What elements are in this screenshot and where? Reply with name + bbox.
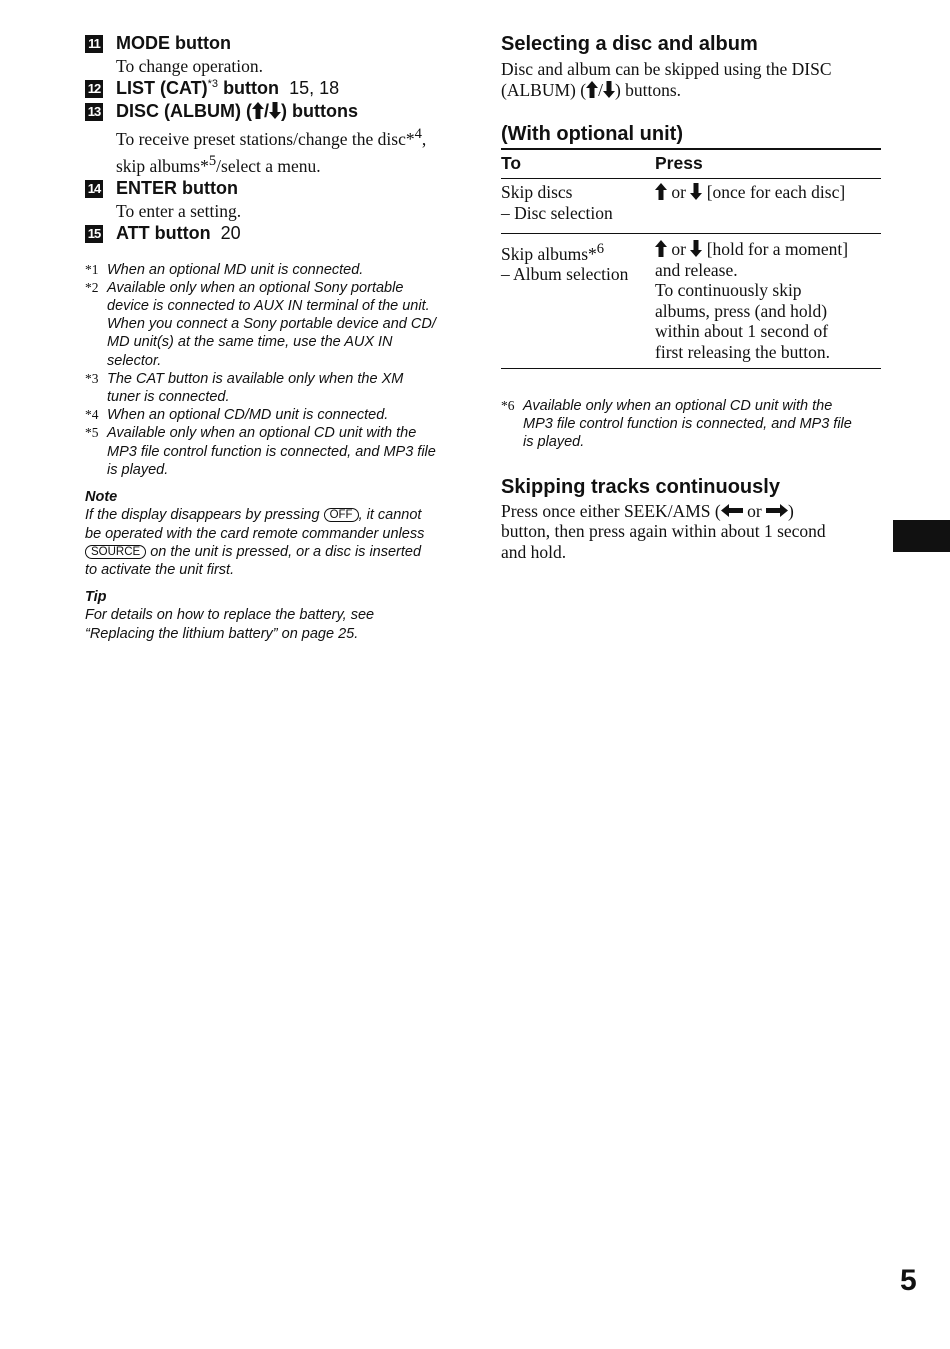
left-column xyxy=(85,32,470,643)
cell-line: – Album selection xyxy=(501,264,629,285)
body-line: button, then press again within about 1 second xyxy=(501,521,826,542)
note-text: to activate the unit first. xyxy=(85,561,235,578)
footnotes xyxy=(85,261,470,479)
section-heading-skip-tracks: Skipping tracks continuously xyxy=(501,475,780,498)
right-column xyxy=(501,32,881,562)
optional-unit-heading: (With optional unit) xyxy=(501,123,683,145)
item-title: MODE button xyxy=(116,33,231,53)
page-reference: 15, 18 xyxy=(289,78,340,98)
note-text: on the unit is pressed, or a disc is inserted xyxy=(146,543,422,560)
body-text: / xyxy=(598,79,603,100)
footnote-ref: 6 xyxy=(596,241,605,257)
item-enter-button xyxy=(85,177,470,200)
column-header-press: Press xyxy=(655,149,881,179)
desc-text: skip albums* xyxy=(116,155,209,176)
footnote-line: is played. xyxy=(523,434,585,451)
cell-text: Skip albums* xyxy=(501,243,597,264)
cell-line: – Disc selection xyxy=(501,202,613,223)
right-arrow-icon xyxy=(766,504,788,517)
title-separator: / xyxy=(263,101,269,121)
item-title: ATT button xyxy=(116,222,211,243)
body-line: and hold. xyxy=(501,541,567,562)
cell-text: or xyxy=(667,239,691,259)
note-body xyxy=(85,506,470,579)
up-arrow-icon xyxy=(586,81,598,98)
down-arrow-icon xyxy=(690,183,702,200)
footnote-6 xyxy=(501,397,881,452)
footnote-ref: 5 xyxy=(208,152,217,169)
footnote-line: Available only when an optional Sony portable xyxy=(107,279,404,296)
note-title: Note xyxy=(85,489,118,506)
page-number: 5 xyxy=(900,1264,917,1297)
tip-body xyxy=(85,606,470,642)
note-text: , it cannot xyxy=(358,507,422,524)
footnote-line: Available only when an optional CD unit with the xyxy=(523,398,833,414)
down-arrow-icon xyxy=(690,240,702,257)
down-arrow-icon xyxy=(603,81,615,98)
tip-line: For details on how to replace the battery, see xyxy=(85,607,375,624)
cell-line: first releasing the button. xyxy=(655,341,830,362)
item-description: To enter a setting. xyxy=(116,200,242,221)
item-number-badge: 12 xyxy=(85,80,103,98)
note-text: If the display disappears by pressing xyxy=(85,507,324,524)
body-text: or xyxy=(742,500,767,521)
footnote-4 xyxy=(85,406,470,424)
table-cell-press xyxy=(655,179,881,234)
item-number-badge: 14 xyxy=(85,180,103,198)
footnote-mark: *1 xyxy=(85,261,99,277)
cell-text: or xyxy=(667,182,691,202)
item-title-suffix: button xyxy=(218,78,280,98)
footnote-line: Available only when an optional CD unit with the xyxy=(107,425,417,442)
footnote-mark: *5 xyxy=(85,425,99,441)
footnote-line: is played. xyxy=(107,461,169,478)
footnote-line: MP3 file control function is connected, and MP3 file xyxy=(107,443,436,460)
item-description xyxy=(85,123,470,177)
tip-title: Tip xyxy=(85,589,107,606)
tip-line: “Replacing the lithium battery” on page 25. xyxy=(85,625,359,642)
note-block xyxy=(85,488,470,579)
item-number-badge: 11 xyxy=(85,35,103,53)
footnote-line: selector. xyxy=(107,352,162,369)
body-line: Disc and album can be skipped using the DISC xyxy=(501,59,832,79)
table-cell-press xyxy=(655,234,881,369)
table-header-row xyxy=(501,149,881,179)
up-arrow-icon xyxy=(655,240,667,257)
cell-line: and release. xyxy=(655,259,738,280)
desc-text: /select a menu. xyxy=(216,155,321,176)
section-heading-disc-album: Selecting a disc and album xyxy=(501,33,758,55)
page-reference: 20 xyxy=(220,222,241,243)
left-arrow-icon xyxy=(721,504,743,517)
footnote-line: The CAT button is available only when the XM xyxy=(107,370,404,387)
item-title: ENTER button xyxy=(116,177,238,198)
section-body xyxy=(501,501,881,563)
footnote-line: MD unit(s) at the same time, use the AUX IN xyxy=(107,334,393,351)
down-arrow-icon xyxy=(269,102,281,119)
footnote-mark: *6 xyxy=(501,398,515,413)
footnote-2 xyxy=(85,279,470,370)
item-title: LIST (CAT) xyxy=(116,78,208,98)
item-title-suffix: ) buttons xyxy=(281,101,358,121)
section-body xyxy=(501,59,881,100)
table-row xyxy=(501,234,881,369)
footnote-1 xyxy=(85,261,470,279)
footnote-line: tuner is connected. xyxy=(107,389,230,406)
table-cell-to xyxy=(501,179,655,234)
footnote-ref: *3 xyxy=(207,78,219,90)
cell-text: [hold for a moment] xyxy=(702,239,849,259)
source-key-label: SOURCE xyxy=(85,545,146,559)
item-number-badge: 15 xyxy=(85,225,103,243)
footnote-3 xyxy=(85,370,470,406)
footnote-mark: *2 xyxy=(85,279,99,295)
cell-line: albums, press (and hold) xyxy=(655,300,828,321)
item-description: To change operation. xyxy=(116,56,263,76)
footnote-mark: *3 xyxy=(85,370,99,386)
item-disc-album-buttons xyxy=(85,100,470,123)
operation-table xyxy=(501,148,881,369)
note-text: be operated with the card remote commander unless xyxy=(85,525,425,542)
footnote-ref: 4 xyxy=(414,126,422,142)
footnote-line: When an optional MD unit is connected. xyxy=(107,261,364,278)
tip-block xyxy=(85,588,470,643)
footnote-5 xyxy=(85,424,470,479)
footnote-line: When an optional CD/MD unit is connected. xyxy=(107,407,389,424)
footnote-line: MP3 file control function is connected, and MP3 file xyxy=(523,416,852,433)
item-mode-button xyxy=(85,32,470,55)
footnote-line: When you connect a Sony portable device and CD/ xyxy=(107,316,436,333)
desc-text: , xyxy=(421,128,427,149)
up-arrow-icon xyxy=(252,102,264,119)
table-cell-to xyxy=(501,234,655,369)
off-key-label: OFF xyxy=(324,508,359,522)
body-text: Press once either SEEK/AMS ( xyxy=(501,500,721,521)
cell-line: Skip discs xyxy=(501,182,573,202)
column-header-to: To xyxy=(501,149,655,179)
footnote-mark: *4 xyxy=(85,407,99,423)
item-number-badge: 13 xyxy=(85,103,103,121)
section-tab-marker xyxy=(893,520,950,552)
cell-text: [once for each disc] xyxy=(702,182,846,202)
table-row xyxy=(501,179,881,234)
cell-line: To continuously skip xyxy=(655,280,802,300)
body-text: ) buttons. xyxy=(614,79,682,100)
footnote-line: device is connected to AUX IN terminal of the unit. xyxy=(107,298,430,315)
body-text: (ALBUM) ( xyxy=(501,79,587,100)
item-att-button xyxy=(85,222,470,245)
body-text: ) xyxy=(788,500,794,521)
item-title: DISC (ALBUM) ( xyxy=(116,101,252,121)
desc-text: To receive preset stations/change the disc* xyxy=(116,128,415,149)
up-arrow-icon xyxy=(655,183,667,200)
cell-line: within about 1 second of xyxy=(655,321,829,341)
item-list-cat-button xyxy=(85,77,470,100)
